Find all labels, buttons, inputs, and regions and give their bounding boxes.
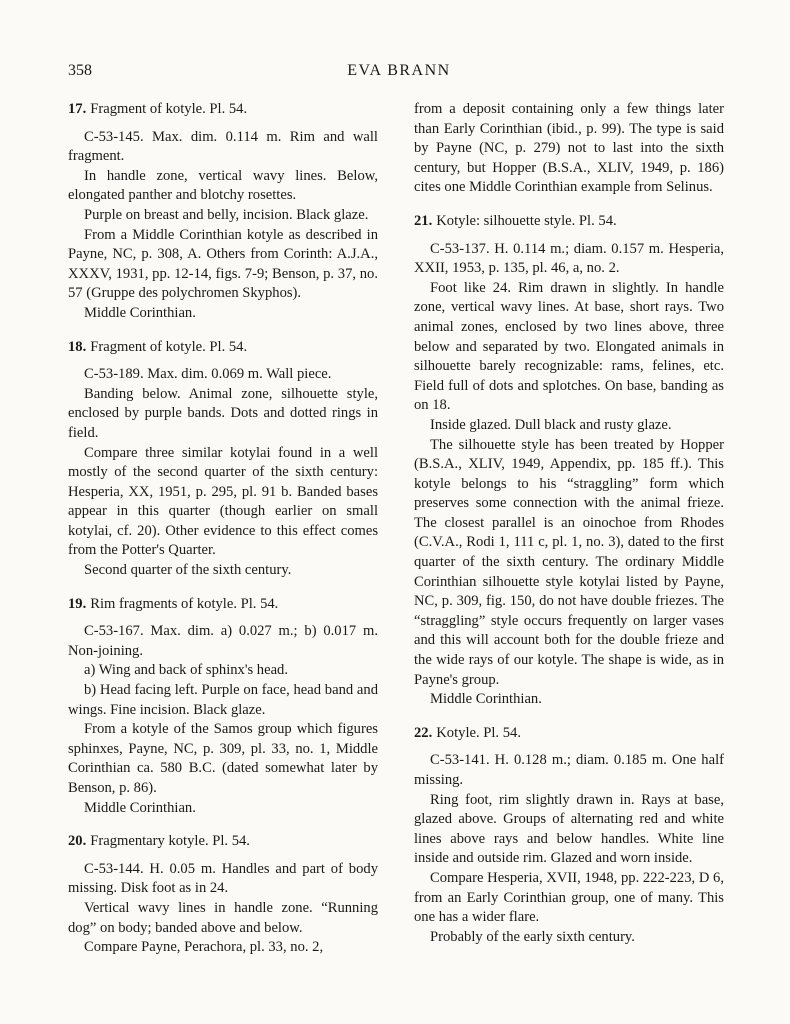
entry-title: Fragment of kotyle. Pl. 54. <box>90 338 248 355</box>
catalogue-entry <box>414 724 724 948</box>
entry-paragraph: Middle Corinthian. <box>430 691 542 708</box>
catalogue-entry <box>68 338 378 581</box>
entry-heading <box>414 212 724 232</box>
entry-title: Fragmentary kotyle. Pl. 54. <box>90 833 250 850</box>
entry-paragraph: Probably of the early sixth century. <box>430 928 635 945</box>
entry-heading <box>414 724 724 744</box>
continued-paragraph: from a deposit containing only a few things later than Early Corinthian (ibid., p. 99). The type is said by Payne (NC, p. 279) not to last into the sixth century, but Hopper (B.S.A., XLIV, 1949, p. 186) cites one Middle Corinthian example from Selinus. <box>414 101 724 196</box>
entry-paragraph: In handle zone, vertical wavy lines. Below, elongated panther and blotchy rosettes. <box>68 167 378 204</box>
page-number: 358 <box>68 62 92 79</box>
entry-paragraph: From a Middle Corinthian kotyle as described in Payne, NC, p. 308, A. Others from Corinth: A.J.A., XXXV, 1931, pp. 12-14, figs. 7-9; Benson, p. 37, no. 57 (Gruppe des polychromen Skyphos). <box>68 226 378 302</box>
catalogue-entry <box>68 832 378 958</box>
entry-paragraph: Banding below. Animal zone, silhouette style, enclosed by purple bands. Dots and dotted rings in field. <box>68 385 378 441</box>
entry-paragraph: C-53-145. Max. dim. 0.114 m. Rim and wall fragment. <box>68 128 378 165</box>
left-column <box>68 100 378 958</box>
entry-title: Rim fragments of kotyle. Pl. 54. <box>90 595 279 612</box>
entry-number: 19. <box>68 595 87 612</box>
entry-title: Fragment of kotyle. Pl. 54. <box>90 101 248 117</box>
entry-paragraph: Foot like 24. Rim drawn in slightly. In handle zone, vertical wavy lines. At base, short rays. Two animal zones, enclosed by two lines above, three below and separated by two. Elongated animals in silhouette barely recognizable: rams, felines, etc. Field full of dots and splotches. On base, banding as on 18. <box>414 279 724 414</box>
entry-paragraph: Purple on breast and belly, incision. Black glaze. <box>84 206 369 223</box>
entry-paragraph: Vertical wavy lines in handle zone. “Running dog” on body; banded above and below. <box>68 899 378 936</box>
running-head: EVA BRANN <box>347 62 451 79</box>
entry-paragraph: Compare Payne, Perachora, pl. 33, no. 2, <box>84 939 324 956</box>
entry-number: 17. <box>68 101 87 117</box>
entry-number: 18. <box>68 338 87 355</box>
page-header <box>68 62 730 84</box>
entry-paragraph: Inside glazed. Dull black and rusty glaze. <box>430 416 672 433</box>
entry-paragraph: a) Wing and back of sphinx's head. <box>84 662 289 679</box>
entry-number: 22. <box>414 724 433 741</box>
right-column <box>414 100 724 947</box>
entry-heading <box>68 832 378 852</box>
entry-paragraph: C-53-137. H. 0.114 m.; diam. 0.157 m. Hesperia, XXII, 1953, p. 135, pl. 46, a, no. 2. <box>414 240 724 277</box>
entry-paragraph: Ring foot, rim slightly drawn in. Rays at base, glazed above. Groups of alternating red and white lines above rays and below handles. White line inside and outside rim. Glazed and worn inside. <box>414 791 724 867</box>
entry-paragraph: The silhouette style has been treated by Hopper (B.S.A., XLIV, 1949, Appendix, pp. 185 ff.). This kotyle belongs to his “straggling” form which preserves some connection with the animal frieze. The closest parallel is an oinochoe from Rhodes (C.V.A., Rodi 1, 111 c, pl. 1, no. 3), dated to the first quarter of the sixth century. The ordinary Middle Corinthian silhouette style kotylai listed by Payne, NC, p. 309, fig. 150, do not have double friezes. The “straggling” style occurs frequently on larger vases and this will account both for the double frieze and the wide rays of our kotyle. The shape is wide, as in Payne's group. <box>414 436 724 688</box>
entry-heading <box>68 338 378 358</box>
entry-paragraph: Compare Hesperia, XVII, 1948, pp. 222-223, D 6, from an Early Corinthian group, one of many. This one has a wider flare. <box>414 869 724 926</box>
entry-heading <box>68 100 378 120</box>
entry-paragraph: Compare three similar kotylai found in a well mostly of the second quarter of the sixth century: Hesperia, XX, 1951, p. 295, pl. 91 b. Banded bases appear in this quarter (though earlier on small kotylai, cf. 20). Other evidence to this effect comes from the Potter's Quarter. <box>68 444 378 559</box>
entry-paragraph: Second quarter of the sixth century. <box>84 562 292 579</box>
entry-heading <box>68 595 378 615</box>
entry-title: Kotyle. Pl. 54. <box>436 724 521 741</box>
entry-paragraph: b) Head facing left. Purple on face, head band and wings. Fine incision. Black glaze. <box>68 682 378 718</box>
catalogue-entry <box>68 100 378 324</box>
entry-paragraph: Middle Corinthian. <box>84 799 196 816</box>
entry-paragraph: From a kotyle of the Samos group which figures sphinxes, Payne, NC, p. 309, pl. 33, no. 1, Middle Corinthian ca. 580 B.C. (dated somewhat later by Benson, p. 86). <box>68 721 378 796</box>
catalogue-entry <box>68 595 378 819</box>
entry-title: Kotyle: silhouette style. Pl. 54. <box>436 212 617 229</box>
entry-paragraph: Middle Corinthian. <box>84 304 196 321</box>
entry-paragraph: C-53-189. Max. dim. 0.069 m. Wall piece. <box>84 366 332 383</box>
entry-paragraph: C-53-167. Max. dim. a) 0.027 m.; b) 0.017 m. Non-joining. <box>68 623 378 659</box>
entry-paragraph: C-53-141. H. 0.128 m.; diam. 0.185 m. One half missing. <box>414 752 724 788</box>
entry-number: 20. <box>68 833 87 850</box>
catalogue-entry <box>414 212 724 710</box>
entry-number: 21. <box>414 212 433 229</box>
entry-paragraph: C-53-144. H. 0.05 m. Handles and part of body missing. Disk foot as in 24. <box>68 860 378 897</box>
